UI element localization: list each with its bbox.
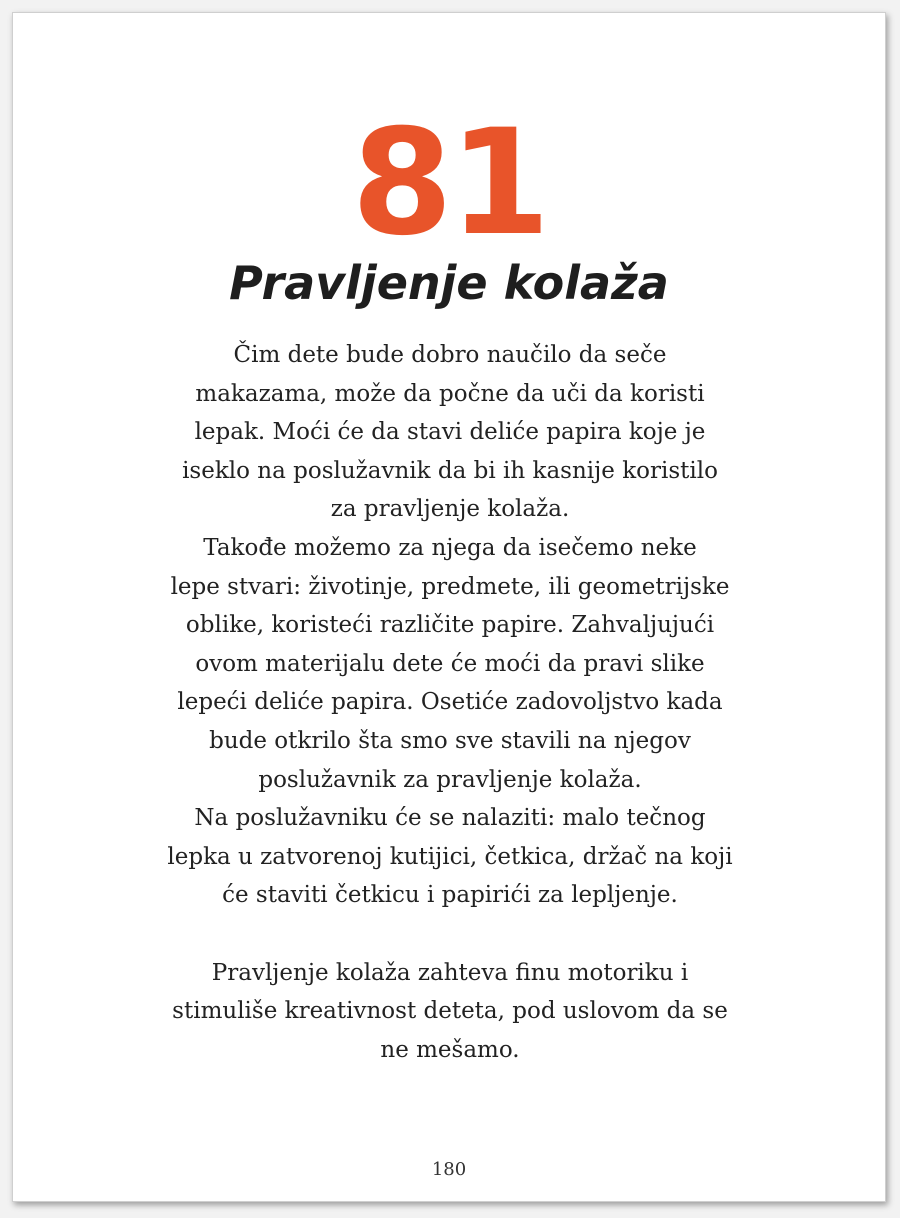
body-line: lepak. Moći će da stavi deliće papira koje je xyxy=(194,419,706,446)
body-line: ovom materijalu dete će moći da pravi slike xyxy=(195,650,705,677)
body-line: Pravljenje kolaža zahteva finu motoriku i xyxy=(211,959,689,986)
body-line: lepeći deliće papira. Osetiće zadovoljstvo kada xyxy=(177,689,723,716)
body-line: ne mešamo. xyxy=(380,1036,520,1063)
body-line: oblike, koristeći različite papire. Zahvaljujući xyxy=(185,612,715,639)
body-line: stimuliše kreativnost deteta, pod uslovom da se xyxy=(172,998,728,1025)
paragraph-gap xyxy=(133,915,767,954)
body-line: lepe stvari: životinje, predmete, ili geometrijske xyxy=(170,573,730,600)
body-line: iseklo na poslužavnik da bi ih kasnije koristilo xyxy=(182,457,718,484)
body-line: Takođe možemo za njega da isečemo neke xyxy=(203,534,697,561)
chapter-number: 81 xyxy=(351,98,547,268)
body-line: za pravljenje kolaža. xyxy=(330,496,570,523)
body-line: Na poslužavniku će se nalaziti: malo tečnog xyxy=(194,805,706,832)
chapter-title: Pravljenje kolaža xyxy=(229,256,669,310)
body-line: Čim dete bude dobro naučilo da seče xyxy=(233,342,667,368)
body-line: će staviti četkicu i papirići za lepljenje. xyxy=(222,882,678,909)
body-text xyxy=(133,336,767,1069)
book-page xyxy=(12,12,886,1202)
body-line: lepka u zatvorenoj kutijici, četkica, držač na koji xyxy=(167,843,733,870)
body-line: makazama, može da počne da uči da koristi xyxy=(195,380,705,407)
page-number: 180 xyxy=(431,1159,467,1180)
body-line: bude otkrilo šta smo sve stavili na njegov xyxy=(209,727,691,754)
body-line: poslužavnik za pravljenje kolaža. xyxy=(258,766,642,793)
